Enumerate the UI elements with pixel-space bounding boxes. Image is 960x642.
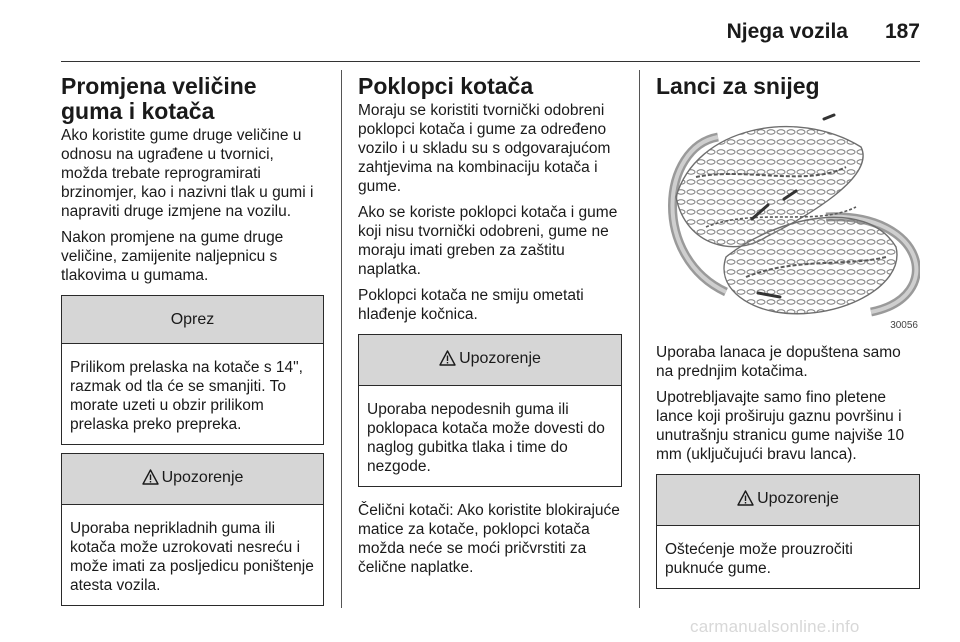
column-tyre-size	[61, 74, 324, 606]
section-heading-tyre-size: Promjena veličine guma i kotača	[61, 73, 257, 124]
warning-box-snow-chains-text: Oštećenje može prouzročiti puknuće gume.	[665, 541, 853, 577]
wheel-covers-paragraph-2: Ako se koriste poklopci kotača i gume koji nisu tvornički odobreni, gume ne moraju imati greben za zaštitu naplatka.	[358, 204, 618, 278]
warning-box-wheel-covers	[358, 334, 622, 487]
tyre-size-paragraph-2: Nakon promjene na gume druge veličine, zamijenite naljepnicu s tlakovima u gumama.	[61, 229, 284, 284]
column-wheel-covers	[358, 74, 622, 584]
section-heading-wheel-covers: Poklopci kotača	[358, 73, 534, 99]
caution-box-text: Prilikom prelaska na kotače s 14", razmak od tla će se smanjiti. To morate uzeti u obzir prilikom prelaska preko prepreka.	[70, 359, 303, 433]
warning-box-tyres-title: Upozorenje	[161, 469, 244, 486]
warning-triangle-icon	[737, 490, 754, 512]
snow-chains-paragraph-1: Uporaba lanaca je dopuštena samo na prednjim kotačima.	[656, 344, 901, 380]
warning-box-snow-chains-head	[657, 475, 919, 526]
caution-box	[61, 295, 324, 445]
snow-chains-figure	[656, 107, 920, 329]
warning-box-wheel-covers-head	[359, 335, 621, 386]
warning-box-tyres-text: Uporaba neprikladnih guma ili kotača može uzrokovati nesreću i može imati za posljedicu poništenje atesta vozila.	[70, 520, 314, 594]
header-title: Njega vozila	[726, 20, 848, 43]
warning-box-tyres	[61, 453, 324, 606]
warning-box-wheel-covers-text: Uporaba nepodesnih guma ili poklopaca kotača može dovesti do naglog gubitka tlaka i time do nezgode.	[367, 401, 605, 475]
warning-triangle-icon	[142, 469, 159, 491]
snow-chains-paragraph-2: Upotrebljavajte samo fino pletene lance koji proširuju gaznu površinu i unutrašnju stranicu gume najviše 10 mm (uključujući bravu lanca).	[656, 389, 905, 463]
snow-chain-illustration	[656, 107, 920, 329]
footer-watermark: carmanualsonline.info	[690, 617, 860, 636]
column-divider-2	[639, 70, 640, 608]
wheel-covers-paragraph-3: Poklopci kotača ne smiju ometati hlađenje kočnica.	[358, 287, 584, 323]
wheel-covers-paragraph-4: Čelični kotači: Ako koristite blokirajuće matice za kotače, poklopci kotača možda neće se moći pričvrstiti za čelične naplatke.	[358, 502, 620, 576]
page-number: 187	[884, 20, 920, 43]
warning-box-snow-chains-title: Upozorenje	[757, 490, 839, 507]
header-rule	[61, 61, 920, 62]
warning-box-wheel-covers-title: Upozorenje	[459, 350, 541, 367]
column-divider-1	[341, 70, 342, 608]
warning-triangle-icon	[439, 350, 456, 372]
warning-box-tyres-head	[62, 454, 323, 505]
column-snow-chains	[656, 74, 920, 589]
section-heading-snow-chains: Lanci za snijeg	[656, 73, 820, 99]
wheel-covers-paragraph-1: Moraju se koristiti tvornički odobreni poklopci kotača i gume za određeno vozilo i u skladu su s odgovarajućom zahtjevima na kombinaciju kotača i gume.	[358, 102, 611, 195]
warning-box-snow-chains	[656, 474, 920, 589]
figure-label: 30056	[890, 320, 918, 331]
tyre-size-paragraph-1: Ako koristite gume druge veličine u odnosu na ugrađene u tvornici, možda trebate reprogramirati brzinomjer, kao i nazivni tlak u gumi i napraviti druge izmjene na vozilu.	[61, 127, 314, 220]
caution-box-title: Oprez	[62, 296, 323, 344]
